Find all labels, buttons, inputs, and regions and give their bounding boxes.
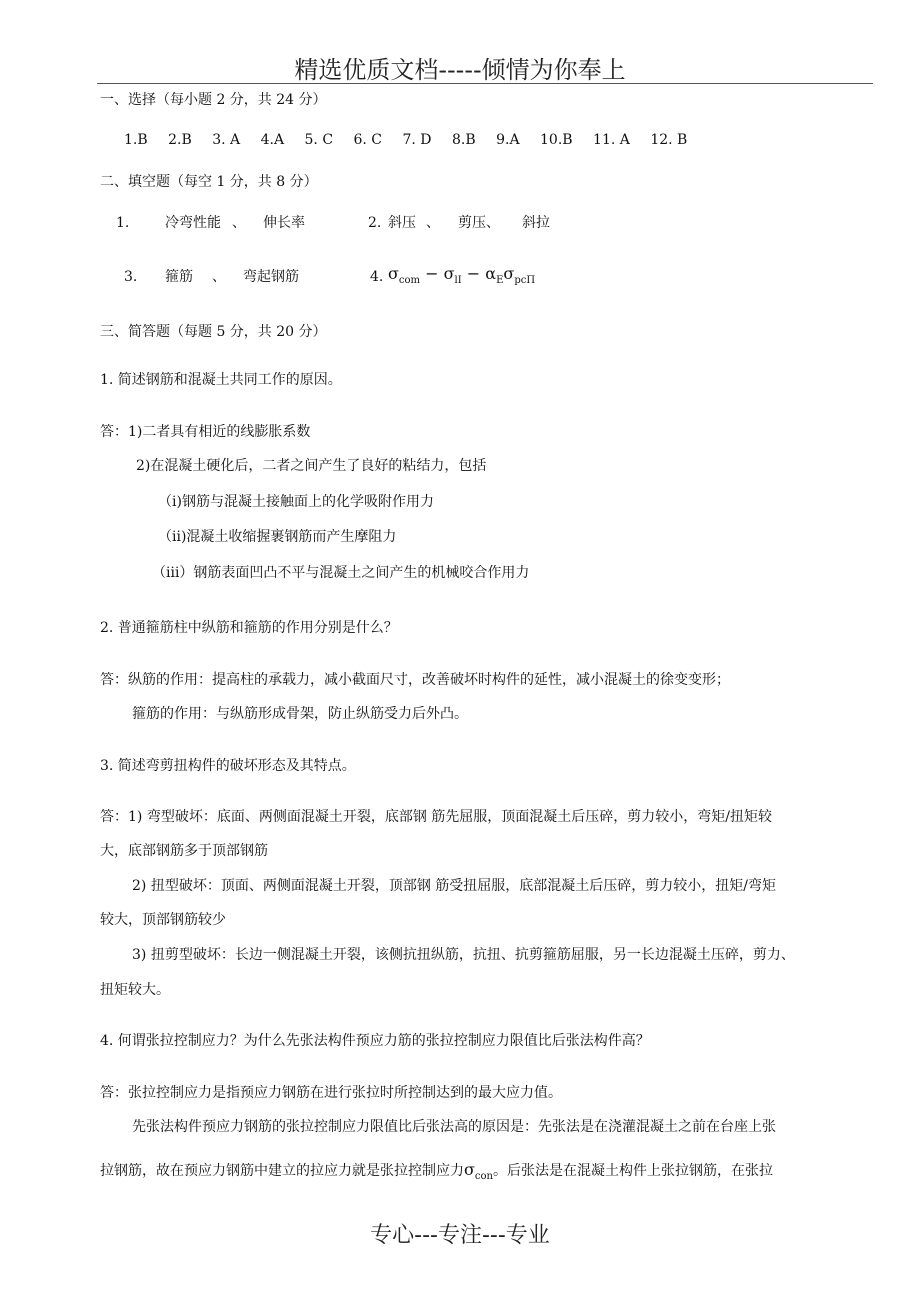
fill-answer: 弯起钢筋 <box>243 269 299 285</box>
fill-answer: 斜压 <box>388 215 416 231</box>
answer-item: 6. C <box>353 132 383 148</box>
answer-line: 较大，顶部钢筋较少 <box>100 912 226 928</box>
answer-item: 1.B <box>124 132 148 148</box>
answer-line: 答：1)二者具有相近的线膨胀系数 <box>100 424 311 440</box>
page-footer: 专心---专注---专业 <box>370 1223 550 1248</box>
answer-item: 2.B <box>168 132 192 148</box>
formula-subscript: com <box>398 275 421 287</box>
question-4: 4. 何谓张拉控制应力？为什么先张法构件预应力筋的张拉控制应力限值比后张法构件高？ <box>100 1033 650 1049</box>
answer-item: 3. A <box>212 132 241 148</box>
answer-item: 12. B <box>650 132 688 148</box>
section1-heading: 一、选择（每小题 2 分，共 24 分） <box>100 92 327 108</box>
choice-answers <box>124 130 703 150</box>
formula-subscript: lI <box>454 275 462 287</box>
fill-answer: 箍筋 <box>165 269 193 285</box>
answer-line: 答：纵筋的作用：提高柱的承载力，减小截面尺寸，改善破坏时构件的延性，减小混凝土的徐变变形； <box>100 672 730 688</box>
sigma-symbol: σ <box>443 264 455 283</box>
section3-heading: 三、简答题（每题 5 分，共 20 分） <box>100 324 327 340</box>
answer-line: 大，底部钢筋多于顶部钢筋 <box>100 843 268 859</box>
answer-line: 扭矩较大。 <box>100 982 170 998</box>
fill-row-2-num2: 4. <box>370 269 384 285</box>
minus-symbol: − <box>420 264 444 283</box>
answer-text: 。后张法是在混凝土构件上张拉钢筋，在张拉 <box>492 1163 773 1179</box>
fill-answer: 冷弯性能 <box>165 215 221 231</box>
formula-subscript: E <box>496 275 504 287</box>
answer-line: （ⅲ）钢筋表面凹凸不平与混凝土之间产生的机械咬合作用力 <box>152 565 530 581</box>
answer-line: 箍筋的作用：与纵筋形成骨架，防止纵筋受力后外凸。 <box>132 706 468 722</box>
sigma-symbol: σ <box>503 264 515 283</box>
sigma-symbol: σ <box>388 264 399 283</box>
fill-separator: 、 <box>212 269 226 285</box>
minus-symbol: − <box>461 264 486 283</box>
fill-separator: 、 <box>426 215 440 231</box>
formula-subscript: pcΠ <box>514 275 536 287</box>
fill-answer: 斜拉 <box>522 215 550 231</box>
page-header-title: 精选优质文档-----倾情为你奉上 <box>294 56 626 84</box>
fill-row-1-num: 1. <box>116 215 130 231</box>
answer-line: 3) 扭剪型破坏：长边一侧混凝土开裂，该侧抗扭纵筋，抗扭、抗剪箍筋屈服，另一长边混凝土压碎，剪力、 <box>132 947 795 963</box>
answer-item: 5. C <box>304 132 334 148</box>
answer-line: （ⅰ)钢筋与混凝土接触面上的化学吸附作用力 <box>158 494 434 510</box>
fill-answer: 剪压、 <box>458 215 500 231</box>
answer-item: 4.A <box>260 132 285 148</box>
answer-line: （ⅱ)混凝土收缩握裹钢筋而产生摩阻力 <box>158 529 397 545</box>
question-3: 3. 简述弯剪扭构件的破坏形态及其特点。 <box>100 758 356 774</box>
fill-row-2-num: 3. <box>124 269 138 285</box>
answer-item: 11. A <box>593 132 630 148</box>
header-divider <box>97 83 873 84</box>
fill-answer: 伸长率 <box>263 215 305 231</box>
fill-separator: 、 <box>232 215 246 231</box>
answer-item: 9.A <box>496 132 520 148</box>
answer-text: 拉钢筋，故在预应力钢筋中建立的拉应力就是张拉控制应力 <box>100 1163 464 1179</box>
sigma-symbol: σ <box>464 1160 475 1179</box>
answer-item: 10.B <box>540 132 573 148</box>
answer-line: 答：张拉控制应力是指预应力钢筋在进行张拉时所控制达到的最大应力值。 <box>100 1085 562 1101</box>
formula-subscript: con <box>474 1170 493 1182</box>
answer-line: 先张法构件预应力钢筋的张拉控制应力限值比后张法高的原因是：先张法是在浇灌混凝土之前在台座上张 <box>132 1119 776 1135</box>
prestress-loss-formula <box>388 264 535 291</box>
fill-row-1-num2: 2. <box>368 215 382 231</box>
answer-line <box>100 1160 773 1187</box>
answer-line: 2) 扭型破坏：顶面、两侧面混凝土开裂，顶部钢 筋受扭屈服，底部混凝土后压碎，剪力较小，扭矩/弯矩 <box>132 878 776 894</box>
section2-heading: 二、填空题（每空 1 分，共 8 分） <box>100 174 318 190</box>
answer-item: 8.B <box>451 132 476 148</box>
question-2: 2. 普通箍筋柱中纵筋和箍筋的作用分别是什么？ <box>100 620 398 636</box>
answer-item: 7. D <box>402 132 432 148</box>
answer-line: 2)在混凝土硬化后，二者之间产生了良好的粘结力，包括 <box>136 458 487 474</box>
answer-line: 答：1) 弯型破坏：底面、两侧面混凝土开裂，底部钢 筋先屈服，顶面混凝土后压碎，剪力较小，弯矩/扭矩较 <box>100 809 772 825</box>
question-1: 1. 简述钢筋和混凝土共同工作的原因。 <box>100 372 342 388</box>
alpha-symbol: α <box>485 264 497 283</box>
